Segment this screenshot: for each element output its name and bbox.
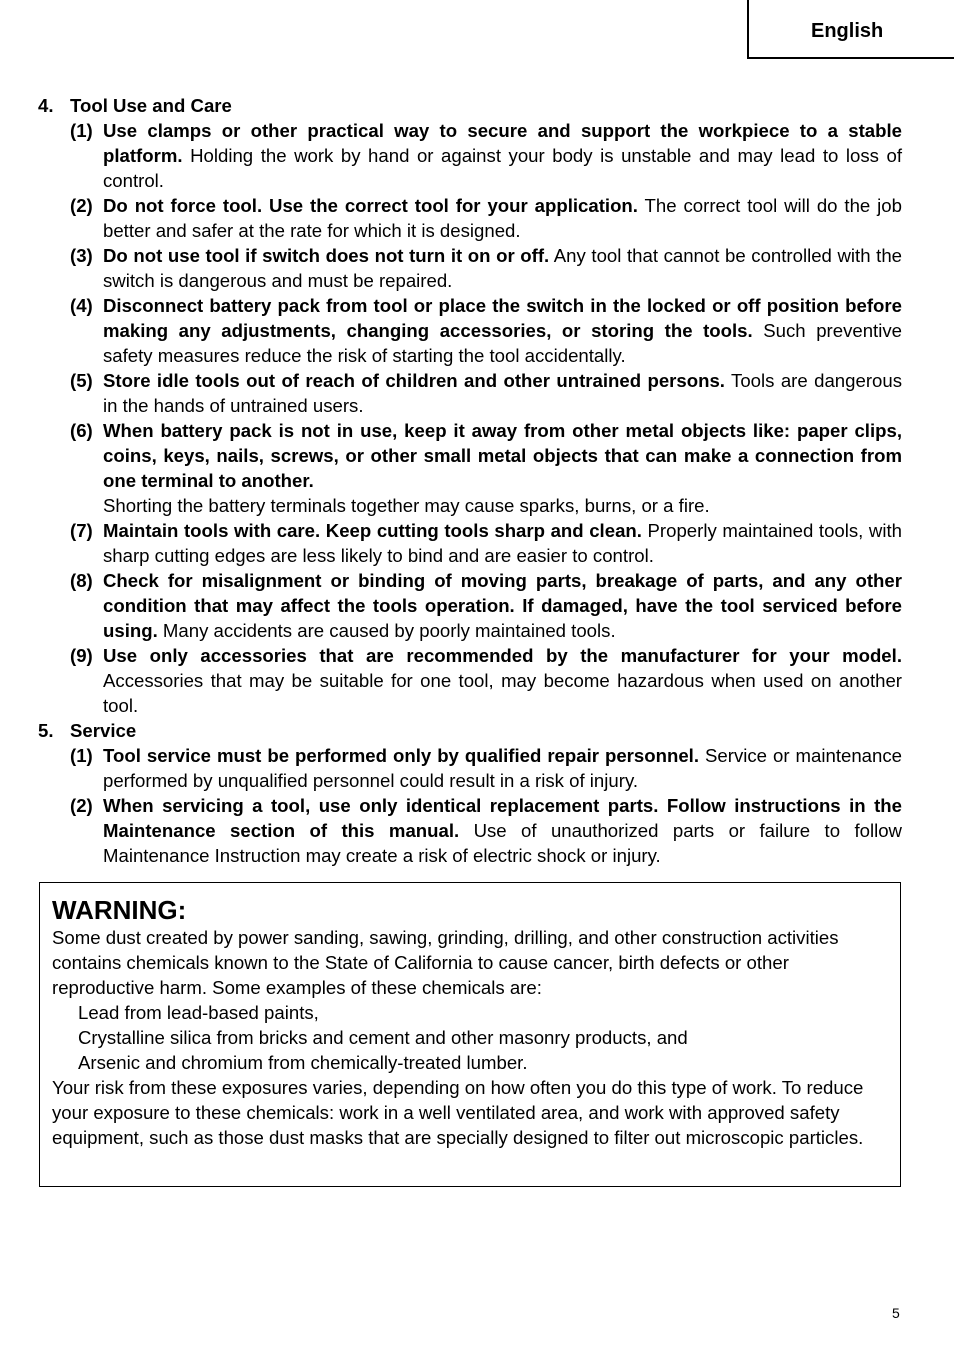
rule-number: (1): [70, 745, 93, 766]
rule-text: Tools are dangerous in the hands of untrained users.: [103, 370, 902, 416]
section-title: Service: [70, 720, 137, 741]
warning-examples: [52, 1000, 888, 1075]
rule-item: [38, 243, 902, 293]
rule-bold-text: Use clamps or other practical way to secure and support the workpiece to a stable platform.: [103, 120, 902, 166]
warning-example: Arsenic and chromium from chemically-treated lumber.: [78, 1052, 528, 1073]
rule-number: (5): [70, 370, 93, 391]
rule-number: (4): [70, 295, 93, 316]
rule-bold-text: Use only accessories that are recommended by the manufacturer for your model.: [103, 645, 902, 666]
rule-item: [38, 418, 902, 518]
rule-item: [38, 118, 902, 193]
rule-bold-text: Do not force tool. Use the correct tool for your application.: [103, 195, 638, 216]
warning-box: [39, 882, 901, 1187]
rule-item: [38, 643, 902, 718]
section-heading: [38, 93, 902, 118]
section-title: Tool Use and Care: [70, 95, 232, 116]
warning-example: Crystalline silica from bricks and cement and other masonry products, and: [78, 1027, 688, 1048]
language-label: English: [811, 20, 884, 42]
rule-text: Service or maintenance performed by unqualified personnel could result in a risk of injury.: [103, 745, 902, 791]
rule-item: [38, 743, 902, 793]
rule-text: Any tool that cannot be controlled with the switch is dangerous and must be repaired.: [103, 245, 902, 291]
rule-number: (9): [70, 645, 93, 666]
rule-number: (8): [70, 570, 93, 591]
rule-bold-text: Disconnect battery pack from tool or place the switch in the locked or off position before making any adjustments, changing accessories, or storing the tools.: [103, 295, 902, 341]
rule-text: The correct tool will do the job better and safer at the rate for which it is designed.: [103, 195, 902, 241]
safety-rules-content: [38, 93, 902, 868]
warning-outro: Your risk from these exposures varies, depending on how often you do this type of work. To reduce your exposure to these chemicals: work in a well ventilated area, and work with approved safety equipment, such as those dust masks that are specially designed to filter out microscopic particles.: [52, 1077, 864, 1148]
page-number: 5: [892, 1305, 900, 1321]
rule-bold-text: When battery pack is not in use, keep it away from other metal objects like: paper clips, coins, keys, nails, screws, or other small metal objects that can make a connection from one terminal to another.: [103, 420, 902, 491]
rule-bold-text: Tool service must be performed only by qualified repair personnel.: [103, 745, 700, 766]
language-tab: [747, 0, 954, 59]
rule-number: (3): [70, 245, 93, 266]
rule-number: (2): [70, 795, 93, 816]
rule-number: (2): [70, 195, 93, 216]
rule-number: (6): [70, 420, 93, 441]
rule-text: Shorting the battery terminals together may cause sparks, burns, or a fire.: [103, 495, 710, 516]
rule-number: (7): [70, 520, 93, 541]
section-heading: [38, 718, 902, 743]
rule-item: [38, 793, 902, 868]
rule-text: Holding the work by hand or against your body is unstable and may lead to loss of control.: [103, 145, 902, 191]
rule-number: (1): [70, 120, 93, 141]
rule-item: [38, 568, 902, 643]
rule-bold-text: Store idle tools out of reach of children and other untrained persons.: [103, 370, 725, 391]
warning-title: WARNING:: [52, 895, 187, 925]
section-number: 5.: [38, 720, 54, 741]
rule-item: [38, 518, 902, 568]
rule-text: Many accidents are caused by poorly maintained tools.: [162, 620, 616, 641]
section-number: 4.: [38, 95, 54, 116]
warning-example: Lead from lead-based paints,: [78, 1002, 319, 1023]
rule-text: Use of unauthorized parts or failure to follow Maintenance Instruction may create a risk of electric shock or injury.: [103, 820, 902, 866]
warning-intro: Some dust created by power sanding, sawing, grinding, drilling, and other construction activities contains chemicals known to the State of California to cause cancer, birth defects or other reproductive harm. Some examples of these chemicals are:: [52, 927, 839, 998]
rule-item: [38, 293, 902, 368]
rule-text: Properly maintained tools, with sharp cutting edges are less likely to bind and are easier to control.: [103, 520, 902, 566]
rule-item: [38, 193, 902, 243]
rule-bold-text: Do not use tool if switch does not turn it on or off.: [103, 245, 550, 266]
rule-item: [38, 368, 902, 418]
rule-bold-text: When servicing a tool, use only identical replacement parts. Follow instructions in the Maintenance section of this manual.: [103, 795, 902, 841]
rule-text: Accessories that may be suitable for one tool, may become hazardous when used on another tool.: [103, 670, 902, 716]
rule-text: Such preventive safety measures reduce the risk of starting the tool accidentally.: [103, 320, 902, 366]
rule-bold-text: Maintain tools with care. Keep cutting tools sharp and clean.: [103, 520, 642, 541]
rule-bold-text: Check for misalignment or binding of moving parts, breakage of parts, and any other condition that may affect the tools operation. If damaged, have the tool serviced before using.: [103, 570, 902, 641]
